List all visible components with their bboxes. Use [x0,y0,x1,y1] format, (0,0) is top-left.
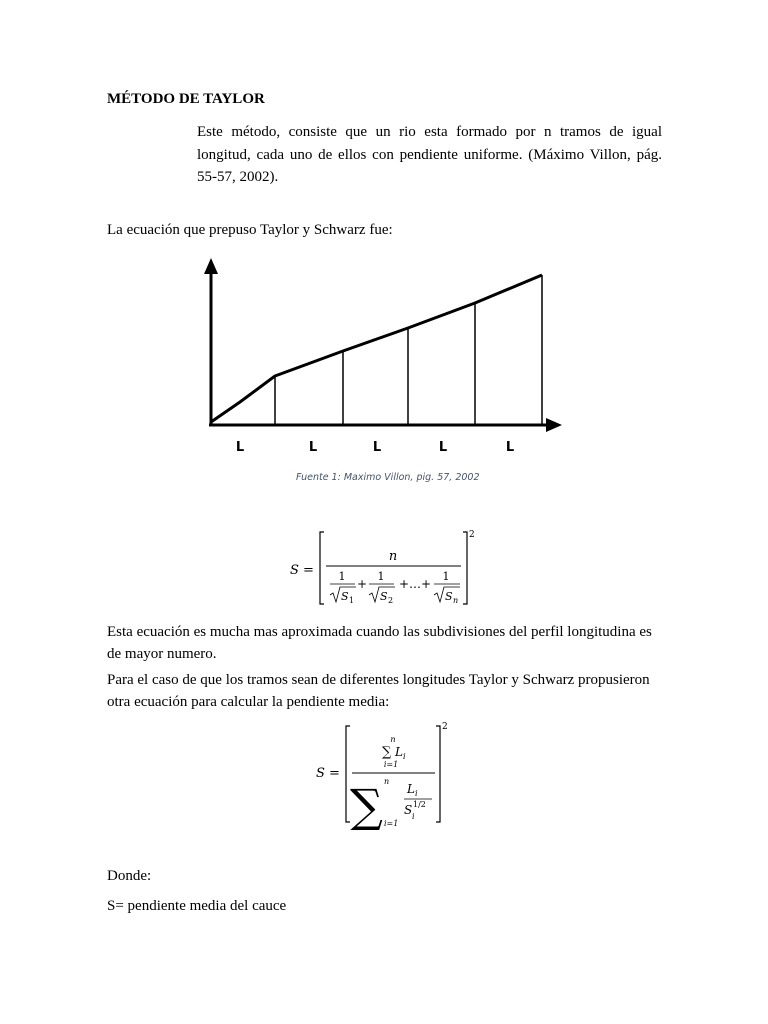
segment-label-1: L [235,440,245,455]
equation-intro-paragraph: La ecuación que prepuso Taylor y Schwarz fue: [107,222,393,238]
f2-num-lower: i=1 [383,760,399,769]
f1-termn-sub: n [453,596,459,605]
f1-termn-s: S [445,590,453,603]
f1-dots: +…+ [398,577,432,591]
f1-lhs: S = [290,563,314,578]
f2-exponent: 2 [442,722,448,732]
y-axis-arrow [204,258,218,274]
segment-label-2: L [308,440,318,455]
f2-den-upper: n [384,777,390,786]
donde-label: Donde: [107,868,152,884]
intro-paragraph: Este método, consiste que un rio esta formado por n tramos de igual longitud, cada uno de ellos con pendiente uniforme. (Máximo Villon, pág. 55-57, 2002). [197,124,662,185]
f1-exponent: 2 [469,530,475,540]
section-heading: MÉTODO DE TAYLOR [107,91,265,107]
profile-line [211,275,542,422]
x-axis-arrow [546,418,562,432]
f1-term2-sub: 2 [388,596,394,605]
f1-termn-one: 1 [442,570,450,583]
f2-right-bracket [436,726,440,822]
f2-den-sum: ∑ [350,779,383,830]
f2-num-L-sub: i [403,752,406,761]
f2-num-upper: n [390,735,396,744]
f1-term1-s: S [341,590,349,603]
figure-caption: Fuente 1: Maximo Villon, pig. 57, 2002 [296,472,480,483]
different-lengths-paragraph: Para el caso de que los tramos sean de diferentes longitudes Taylor y Schwarz propusieron otra ecuación para calcular la pendiente media: [107,672,650,710]
formula-different-segments [300,722,450,830]
f2-den-S-exp: 1/2 [413,800,426,809]
segment-label-4: L [438,440,448,455]
f1-plus: + [356,577,368,591]
segment-label-5: L [505,440,515,455]
f2-den-S: S [404,803,413,817]
definition-s: S= pendiente media del cauce [107,898,287,914]
f1-term2-one: 1 [377,570,385,583]
f1-term1-one: 1 [338,570,346,583]
f2-den-L-sub: i [415,789,418,798]
f2-num-L: L [395,745,403,759]
f1-left-bracket [320,532,324,604]
approximation-paragraph: Esta ecuación es mucha mas aproximada cuando las subdivisiones del perfil longitudina es de mayor numero. [107,624,652,662]
formula-equal-segments [280,524,480,610]
profile-figure [200,250,570,460]
f2-num-sum: ∑ [382,745,392,760]
f2-den-S-sub: i [412,812,415,821]
f1-numerator: n [388,549,398,564]
f2-lhs: S = [316,766,340,781]
segment-label-3: L [372,440,382,455]
f2-den-L: L [407,782,415,796]
f2-den-lower: i=1 [384,819,399,828]
f1-term1-sub: 1 [349,596,355,605]
f1-right-bracket [463,532,467,604]
f1-term2-s: S [380,590,388,603]
